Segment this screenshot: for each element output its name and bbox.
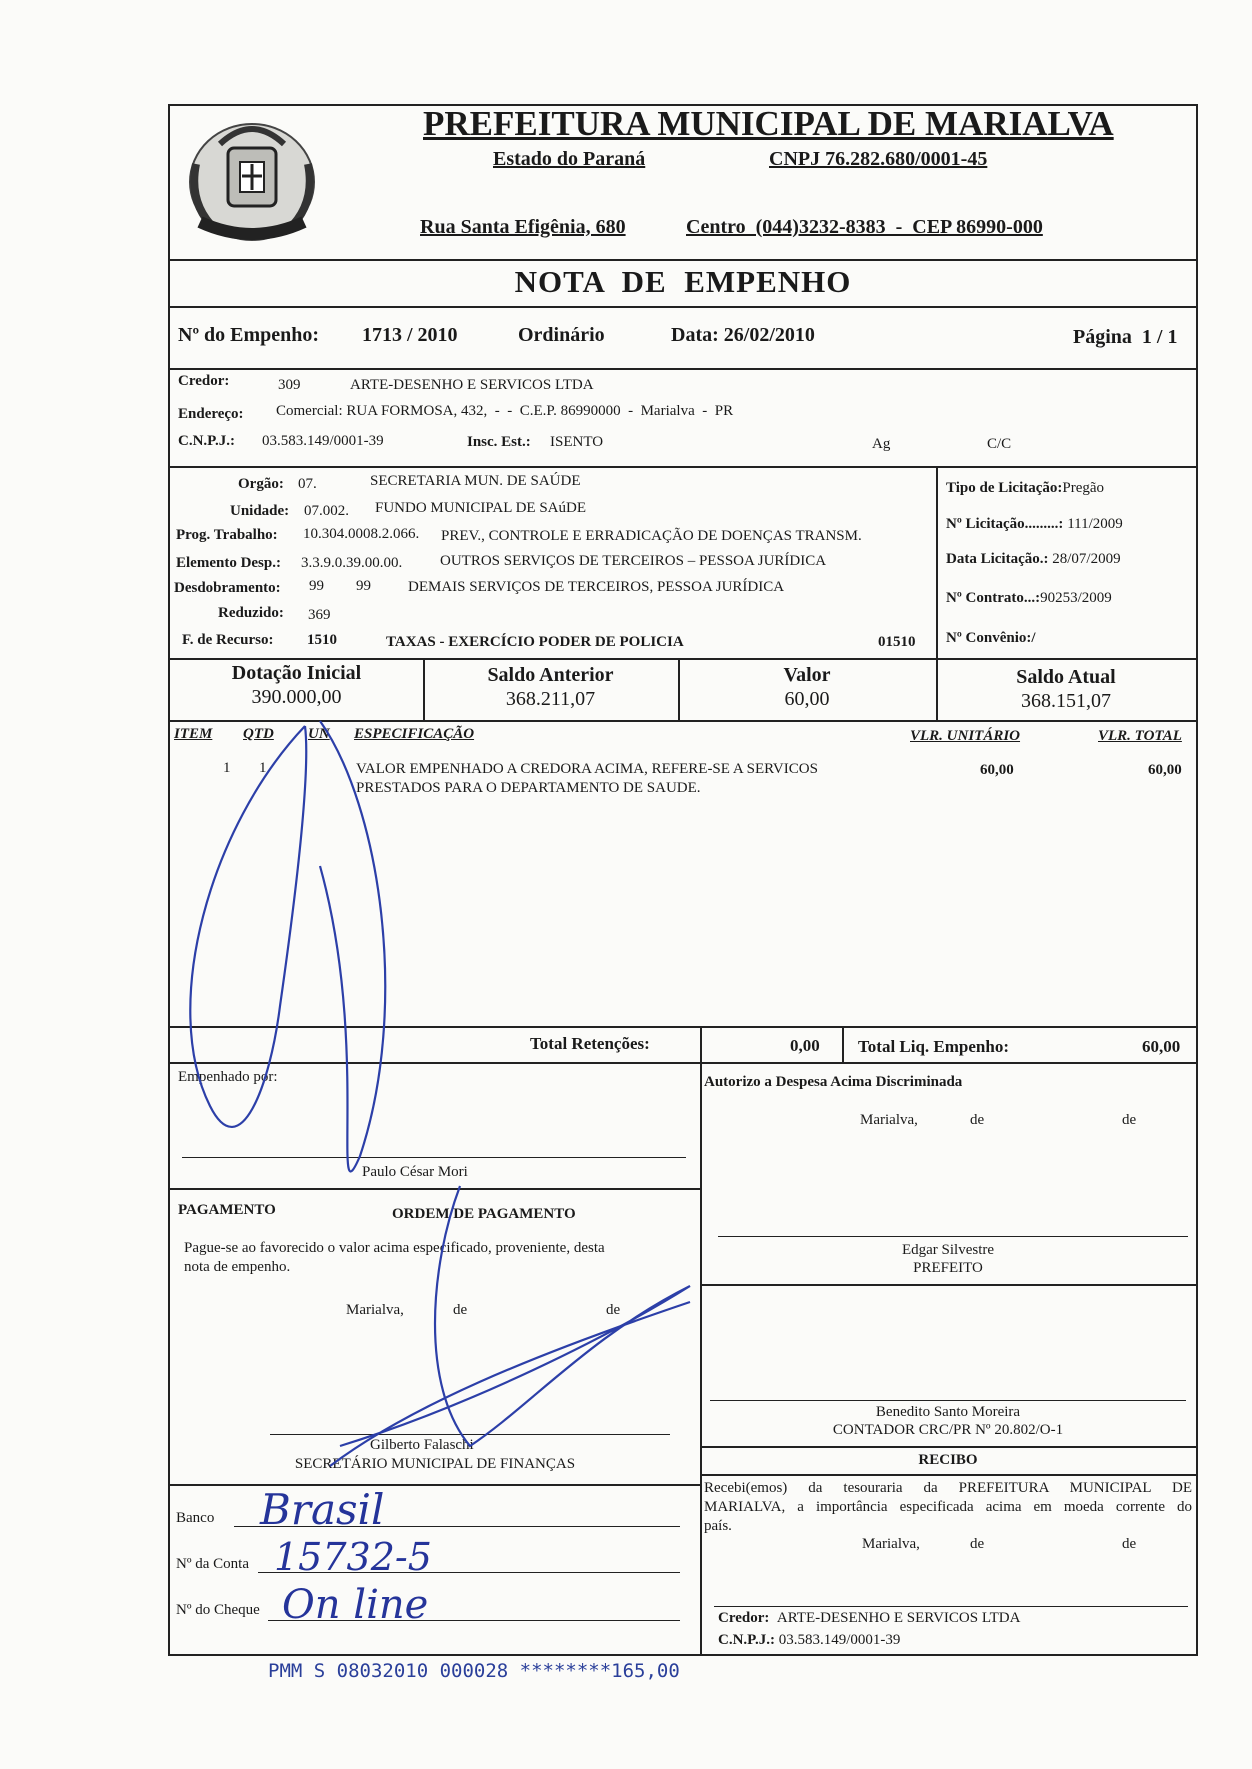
ag-label: Ag <box>872 436 891 452</box>
col-vlr-unitario: VLR. UNITÁRIO <box>910 728 1021 744</box>
recurso-ref: 01510 <box>878 634 916 650</box>
recibo-text-1: Recebi(emos) da tesouraria da PREFEITURA MUNICIPAL DE <box>704 1480 1192 1496</box>
elemento-name: OUTROS SERVIÇOS DE TERCEIROS – PESSOA JURÍDICA <box>440 553 827 569</box>
saldo-anterior-value: 368.211,07 <box>505 688 596 710</box>
recibo-text-3: país. <box>704 1518 732 1534</box>
pagamento-label: PAGAMENTO <box>178 1202 276 1218</box>
recurso-code: 1510 <box>307 632 337 648</box>
address-street: Rua Santa Efigênia, 680 <box>420 216 626 238</box>
signature-loop-mark <box>190 726 306 1127</box>
cnpj-header: CNPJ 76.282.680/0001-45 <box>769 148 988 170</box>
row-vlr-unitario: 60,00 <box>980 762 1014 778</box>
payment-stamp: PMM S 08032010 000028 ********165,00 <box>268 1660 680 1682</box>
address-contact: Centro (044)3232-8383 - CEP 86990-000 <box>686 216 1043 238</box>
prefeito-name: Edgar Silvestre <box>901 1242 995 1258</box>
insc-value: ISENTO <box>550 434 604 450</box>
recurso-name: TAXAS - EXERCÍCIO PODER DE POLICIA <box>386 634 684 650</box>
row-qtd: 1 <box>259 760 267 776</box>
retencoes-value: 0,00 <box>790 1036 820 1055</box>
autorizo-marialva: Marialva, <box>860 1112 918 1128</box>
orgao-code: 07. <box>298 476 317 492</box>
pagamento-text-2: nota de empenho. <box>184 1259 291 1275</box>
tipo-licitacao-label: Tipo de Licitação: <box>946 480 1063 496</box>
pagamento-marialva: Marialva, <box>346 1302 404 1318</box>
col-qtd: QTD <box>243 726 274 742</box>
document-title: NOTA DE EMPENHO <box>514 264 852 299</box>
credor-name: ARTE-DESENHO E SERVICOS LTDA <box>350 377 594 393</box>
recibo-de-2: de <box>1122 1536 1137 1552</box>
orgao-name: SECRETARIA MUN. DE SAÚDE <box>370 473 581 489</box>
prog-name: PREV., CONTROLE E ERRADICAÇÃO DE DOENÇAS TRANSM. <box>441 528 862 544</box>
col-vlr-total: VLR. TOTAL <box>1098 728 1182 744</box>
empenho-date: Data: 26/02/2010 <box>671 324 815 346</box>
retencoes-label: Total Retenções: <box>530 1034 650 1053</box>
credor-code: 309 <box>278 377 301 393</box>
unidade-code: 07.002. <box>304 503 349 519</box>
elemento-code: 3.3.9.0.39.00.00. <box>301 555 403 571</box>
reduzido-value: 369 <box>308 607 331 623</box>
recibo-marialva: Marialva, <box>862 1536 920 1552</box>
banco-label: Banco <box>176 1510 215 1526</box>
licitacao-num-value: 111/2009 <box>1067 516 1123 532</box>
col-especificacao: ESPECIFICAÇÃO <box>354 726 475 742</box>
saldo-atual-value: 368.151,07 <box>1021 690 1111 712</box>
saldo-atual-label: Saldo Atual <box>1016 666 1116 688</box>
licitacao-data-label: Data Licitação.: <box>946 551 1049 567</box>
credor-label: Credor: <box>178 373 230 389</box>
licitacao-num-label: Nº Licitação.........: <box>946 516 1064 532</box>
reduzido-label: Reduzido: <box>218 605 284 621</box>
orgao-label: Orgão: <box>238 476 284 492</box>
elemento-label: Elemento Desp.: <box>176 555 281 571</box>
unidade-name: FUNDO MUNICIPAL DE SAúDE <box>375 500 586 516</box>
row-item: 1 <box>223 760 231 776</box>
handwritten-signatures <box>170 106 1196 1654</box>
autorizo-de-2: de <box>1122 1112 1137 1128</box>
recibo-title: RECIBO <box>918 1452 978 1468</box>
dotacao-label: Dotação Inicial <box>231 662 362 684</box>
contador-role: CONTADOR CRC/PR Nº 20.802/O-1 <box>832 1422 1064 1438</box>
prog-label: Prog. Trabalho: <box>176 527 278 543</box>
convenio-label: Nº Convênio:/ <box>946 630 1036 646</box>
dotacao-value: 390.000,00 <box>251 686 342 708</box>
pagamento-text-1: Pague-se ao favorecido o valor acima especificado, proveniente, desta <box>184 1240 605 1256</box>
credor-cnpj: 03.583.149/0001-39 <box>262 433 384 449</box>
col-un: UN <box>308 726 330 742</box>
autorizo-de-1: de <box>970 1112 985 1128</box>
conta-label: Nº da Conta <box>176 1556 249 1572</box>
licitacao-data-value: 28/07/2009 <box>1052 551 1121 567</box>
valor-value: 60,00 <box>784 688 830 710</box>
contrato-value: 90253/2009 <box>1040 590 1112 606</box>
recibo-cnpj-value: 03.583.149/0001-39 <box>778 1632 901 1648</box>
cheque-handwritten: On line <box>282 1582 429 1628</box>
empenhado-label: Empenhado por: <box>178 1069 278 1085</box>
recibo-credor-label: Credor: <box>718 1610 770 1626</box>
cc-label: C/C <box>987 436 1012 452</box>
empenho-number: 1713 / 2010 <box>362 324 458 346</box>
signature-stroke-mark <box>320 721 385 1171</box>
insc-label: Insc. Est.: <box>467 434 531 450</box>
autorizo-text: Autorizo a Despesa Acima Discriminada <box>704 1074 963 1090</box>
desdobramento-label: Desdobramento: <box>174 580 281 596</box>
secretario-role: SECRETÁRIO MUNICIPAL DE FINANÇAS <box>294 1456 576 1472</box>
recibo-text-2: MARIALVA, a importância especificada acima em moeda corrente do <box>704 1499 1192 1515</box>
recibo-cnpj-label: C.N.P.J.: <box>718 1632 775 1648</box>
secretario-signature-flourish <box>330 1302 690 1466</box>
secretario-name: Gilberto Falaschi <box>370 1437 474 1453</box>
municipality-title: PREFEITURA MUNICIPAL DE MARIALVA <box>423 104 1114 143</box>
cheque-label: Nº do Cheque <box>176 1602 260 1618</box>
recibo-de-1: de <box>970 1536 985 1552</box>
empenho-number-label: Nº do Empenho: <box>178 324 320 346</box>
tipo-licitacao-value: Pregão <box>1062 480 1105 496</box>
saldo-anterior-label: Saldo Anterior <box>487 664 614 686</box>
row-vlr-total: 60,00 <box>1148 762 1182 778</box>
desdobramento-b: 99 <box>356 578 371 594</box>
empenhado-name: Paulo César Mori <box>362 1164 468 1180</box>
nota-de-empenho-form <box>168 104 1198 1656</box>
recibo-credor-name: ARTE-DESENHO E SERVICOS LTDA <box>776 1610 1021 1626</box>
valor-label: Valor <box>783 664 831 686</box>
unidade-label: Unidade: <box>230 503 290 519</box>
credor-address: Comercial: RUA FORMOSA, 432, - - C.E.P. 86990000 - Marialva - PR <box>276 403 734 419</box>
pagamento-de-2: de <box>606 1302 621 1318</box>
address-label: Endereço: <box>178 406 244 422</box>
col-item: ITEM <box>174 726 213 742</box>
desdobramento-a: 99 <box>309 578 324 594</box>
prog-code: 10.304.0008.2.066. <box>303 526 420 542</box>
conta-handwritten: 15732-5 <box>274 1535 432 1579</box>
contrato-label: Nº Contrato...: <box>946 590 1041 606</box>
state-label: Estado do Paraná <box>493 148 646 170</box>
recurso-label: F. de Recurso: <box>182 632 274 648</box>
secretario-signature-mark <box>340 1186 690 1446</box>
banco-handwritten: Brasil <box>260 1485 385 1534</box>
desdobramento-name: DEMAIS SERVIÇOS DE TERCEIROS, PESSOA JURÍDICA <box>408 579 785 595</box>
row-especificacao-1: VALOR EMPENHADO A CREDORA ACIMA, REFERE-SE A SERVICOS <box>356 761 818 777</box>
ordem-pagamento-label: ORDEM DE PAGAMENTO <box>392 1206 576 1222</box>
liq-empenho-label: Total Liq. Empenho: <box>858 1037 1009 1056</box>
prefeito-role: PREFEITO <box>913 1260 983 1276</box>
empenho-type: Ordinário <box>518 324 605 346</box>
page-number: Página 1 / 1 <box>1073 326 1178 348</box>
cnpj-label: C.N.P.J.: <box>178 433 235 449</box>
contador-name: Benedito Santo Moreira <box>875 1404 1021 1420</box>
pagamento-de-1: de <box>453 1302 468 1318</box>
row-especificacao-2: PRESTADOS PARA O DEPARTAMENTO DE SAUDE. <box>356 780 701 796</box>
liq-empenho-value: 60,00 <box>1142 1037 1181 1056</box>
